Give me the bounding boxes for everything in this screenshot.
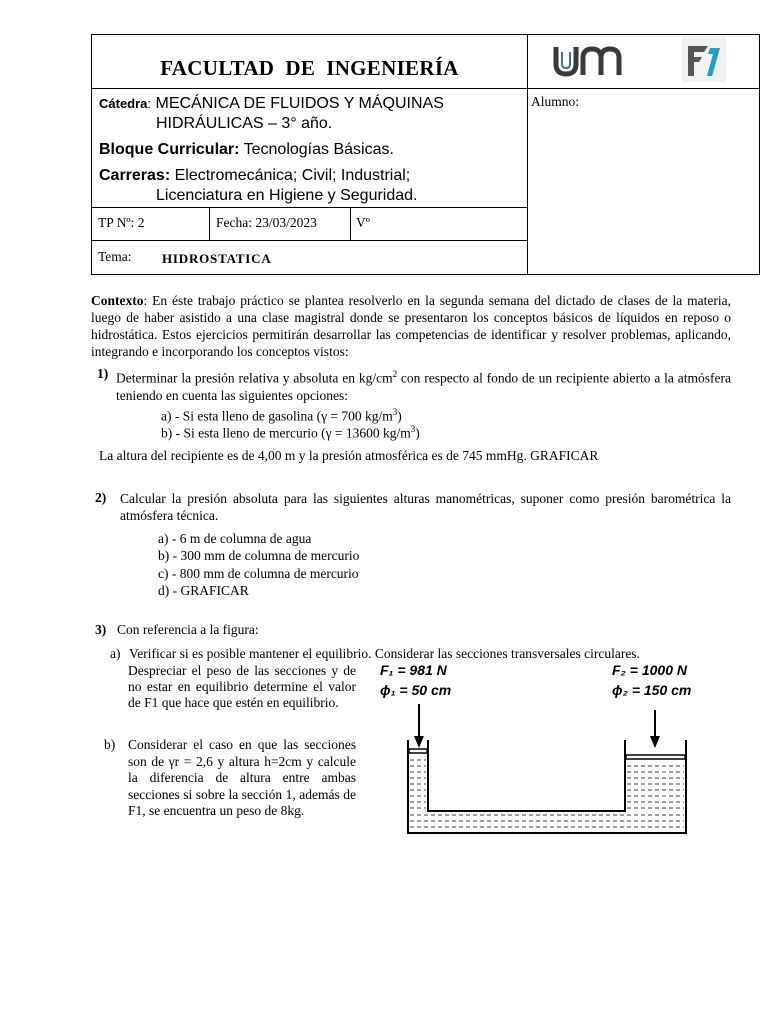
bloque-value: Tecnologías Básicas.: [243, 141, 394, 158]
ex3-a-line1: Verificar si es posible mantener el equilibrio. Considerar las secciones transversales circulares.: [129, 646, 640, 661]
piston-2: [626, 755, 685, 759]
list-item: c) - 800 mm de columna de mercurio: [158, 565, 359, 581]
u-tube-container: [408, 740, 686, 833]
ex1-option-b: b) - Si esta lleno de mercurio (γ = 13600 $kg/m^3$): [161, 424, 420, 441]
arrow-f1-icon: [414, 704, 424, 748]
list-item: b) - 300 mm de columna de mercurio: [158, 548, 360, 564]
ex3-a-number: a): [110, 646, 121, 661]
catedra-value: MECÁNICA DE FLUIDOS Y MÁQUINAS: [155, 95, 444, 112]
catedra-value-2: HIDRÁULICAS – 3° año.: [156, 115, 333, 132]
carreras: [99, 166, 410, 186]
visto-bueno: Vº: [356, 215, 370, 230]
arrow-f2-icon: [650, 710, 660, 748]
ex2-list: [158, 530, 359, 599]
ex3-a-rest: Despreciar el peso de las secciones y de no estar en equilibrio determine el valor de F1 que hace que estén en equilibrio.: [128, 663, 356, 710]
ex1-note: La altura del recipiente es de 4,00 m y la presión atmosférica es de 745 mmHg. GRAFICAR: [99, 448, 599, 463]
tema-label: Tema:: [98, 249, 132, 264]
ex1-option-a: a) - Si esta lleno de gasolina (γ = 700 $kg/m^3$): [161, 407, 402, 424]
faculty-title: FACULTAD DE INGENIERÍA: [160, 56, 459, 80]
ex1-number: 1): [97, 366, 109, 381]
catedra-block: Cátedra: MECÁNICA DE FLUIDOS Y MÁQUINAS: [99, 95, 444, 112]
force-f2-label: F₂ = 1000 N: [612, 662, 687, 678]
bloque-label: Bloque Curricular:: [99, 141, 240, 158]
contexto-text: : En éste trabajo práctico se plantea resolverlo en la segunda semana del dictado de clases de la materia, luego de haber asistido a una clase magistral donde se presentaron los conceptos básicos de líquidos en reposo o hidrostática. Estos ejercicios permitirán desarrollar las competencias de identificar y resolver problemas, aplicando, integrando e incorporando los conceptos vistos:: [91, 293, 731, 359]
ex3-intro: Con referencia a la figura:: [117, 622, 259, 637]
bloque-curricular: [99, 140, 394, 160]
ex2-number: 2): [95, 490, 107, 505]
alumno-label: Alumno:: [531, 94, 580, 109]
ex2-statement: Calcular la presión absoluta para las siguientes alturas manométricas, suponer como presión barométrica la atmósfera técnica.: [120, 491, 731, 523]
ex3-b-number: b): [104, 737, 116, 752]
hydraulic-press-figure: [378, 660, 698, 840]
university-logo: [553, 44, 633, 83]
diameter-2-label: ϕ₂ = 150 cm: [612, 682, 692, 698]
list-item: a) - 6 m de columna de agua: [158, 531, 312, 546]
contexto-label: Contexto: [91, 293, 144, 308]
carreras-value-2: Licenciatura en Higiene y Seguridad.: [156, 187, 418, 204]
tp-number: TP Nº: 2: [98, 215, 145, 230]
carreras-label: Carreras:: [99, 167, 171, 184]
fluid-fill: [410, 760, 684, 827]
piston-1: [409, 749, 427, 753]
carreras-value: Electromecánica; Civil; Industrial;: [174, 167, 411, 184]
contexto-paragraph: [91, 292, 731, 360]
ex3-b-text: Considerar el caso en que las secciones son de γr = 2,6 y altura h=2cm y calcule la diferencia de altura entre ambas secciones si sobre la sección 1, además de F1, se encuentra un peso de 8kg.: [128, 737, 356, 818]
list-item: d) - GRAFICAR: [158, 582, 249, 598]
faculty-logo: [682, 36, 726, 82]
catedra-label: Cátedra: [99, 96, 148, 111]
tema-value: HIDROSTATICA: [162, 251, 272, 266]
diameter-1-label: ϕ₁ = 50 cm: [380, 682, 452, 698]
force-f1-label: F₁ = 981 N: [380, 662, 447, 678]
ex1-statement: Determinar la presión relativa y absoluta en $kg/cm^2$ con respecto al fondo de un recipiente abierto a la atmósfera teniendo en cuenta las siguientes opciones:: [116, 369, 731, 403]
fecha: Fecha: 23/03/2023: [216, 215, 317, 230]
ex3-number: 3): [95, 622, 107, 637]
